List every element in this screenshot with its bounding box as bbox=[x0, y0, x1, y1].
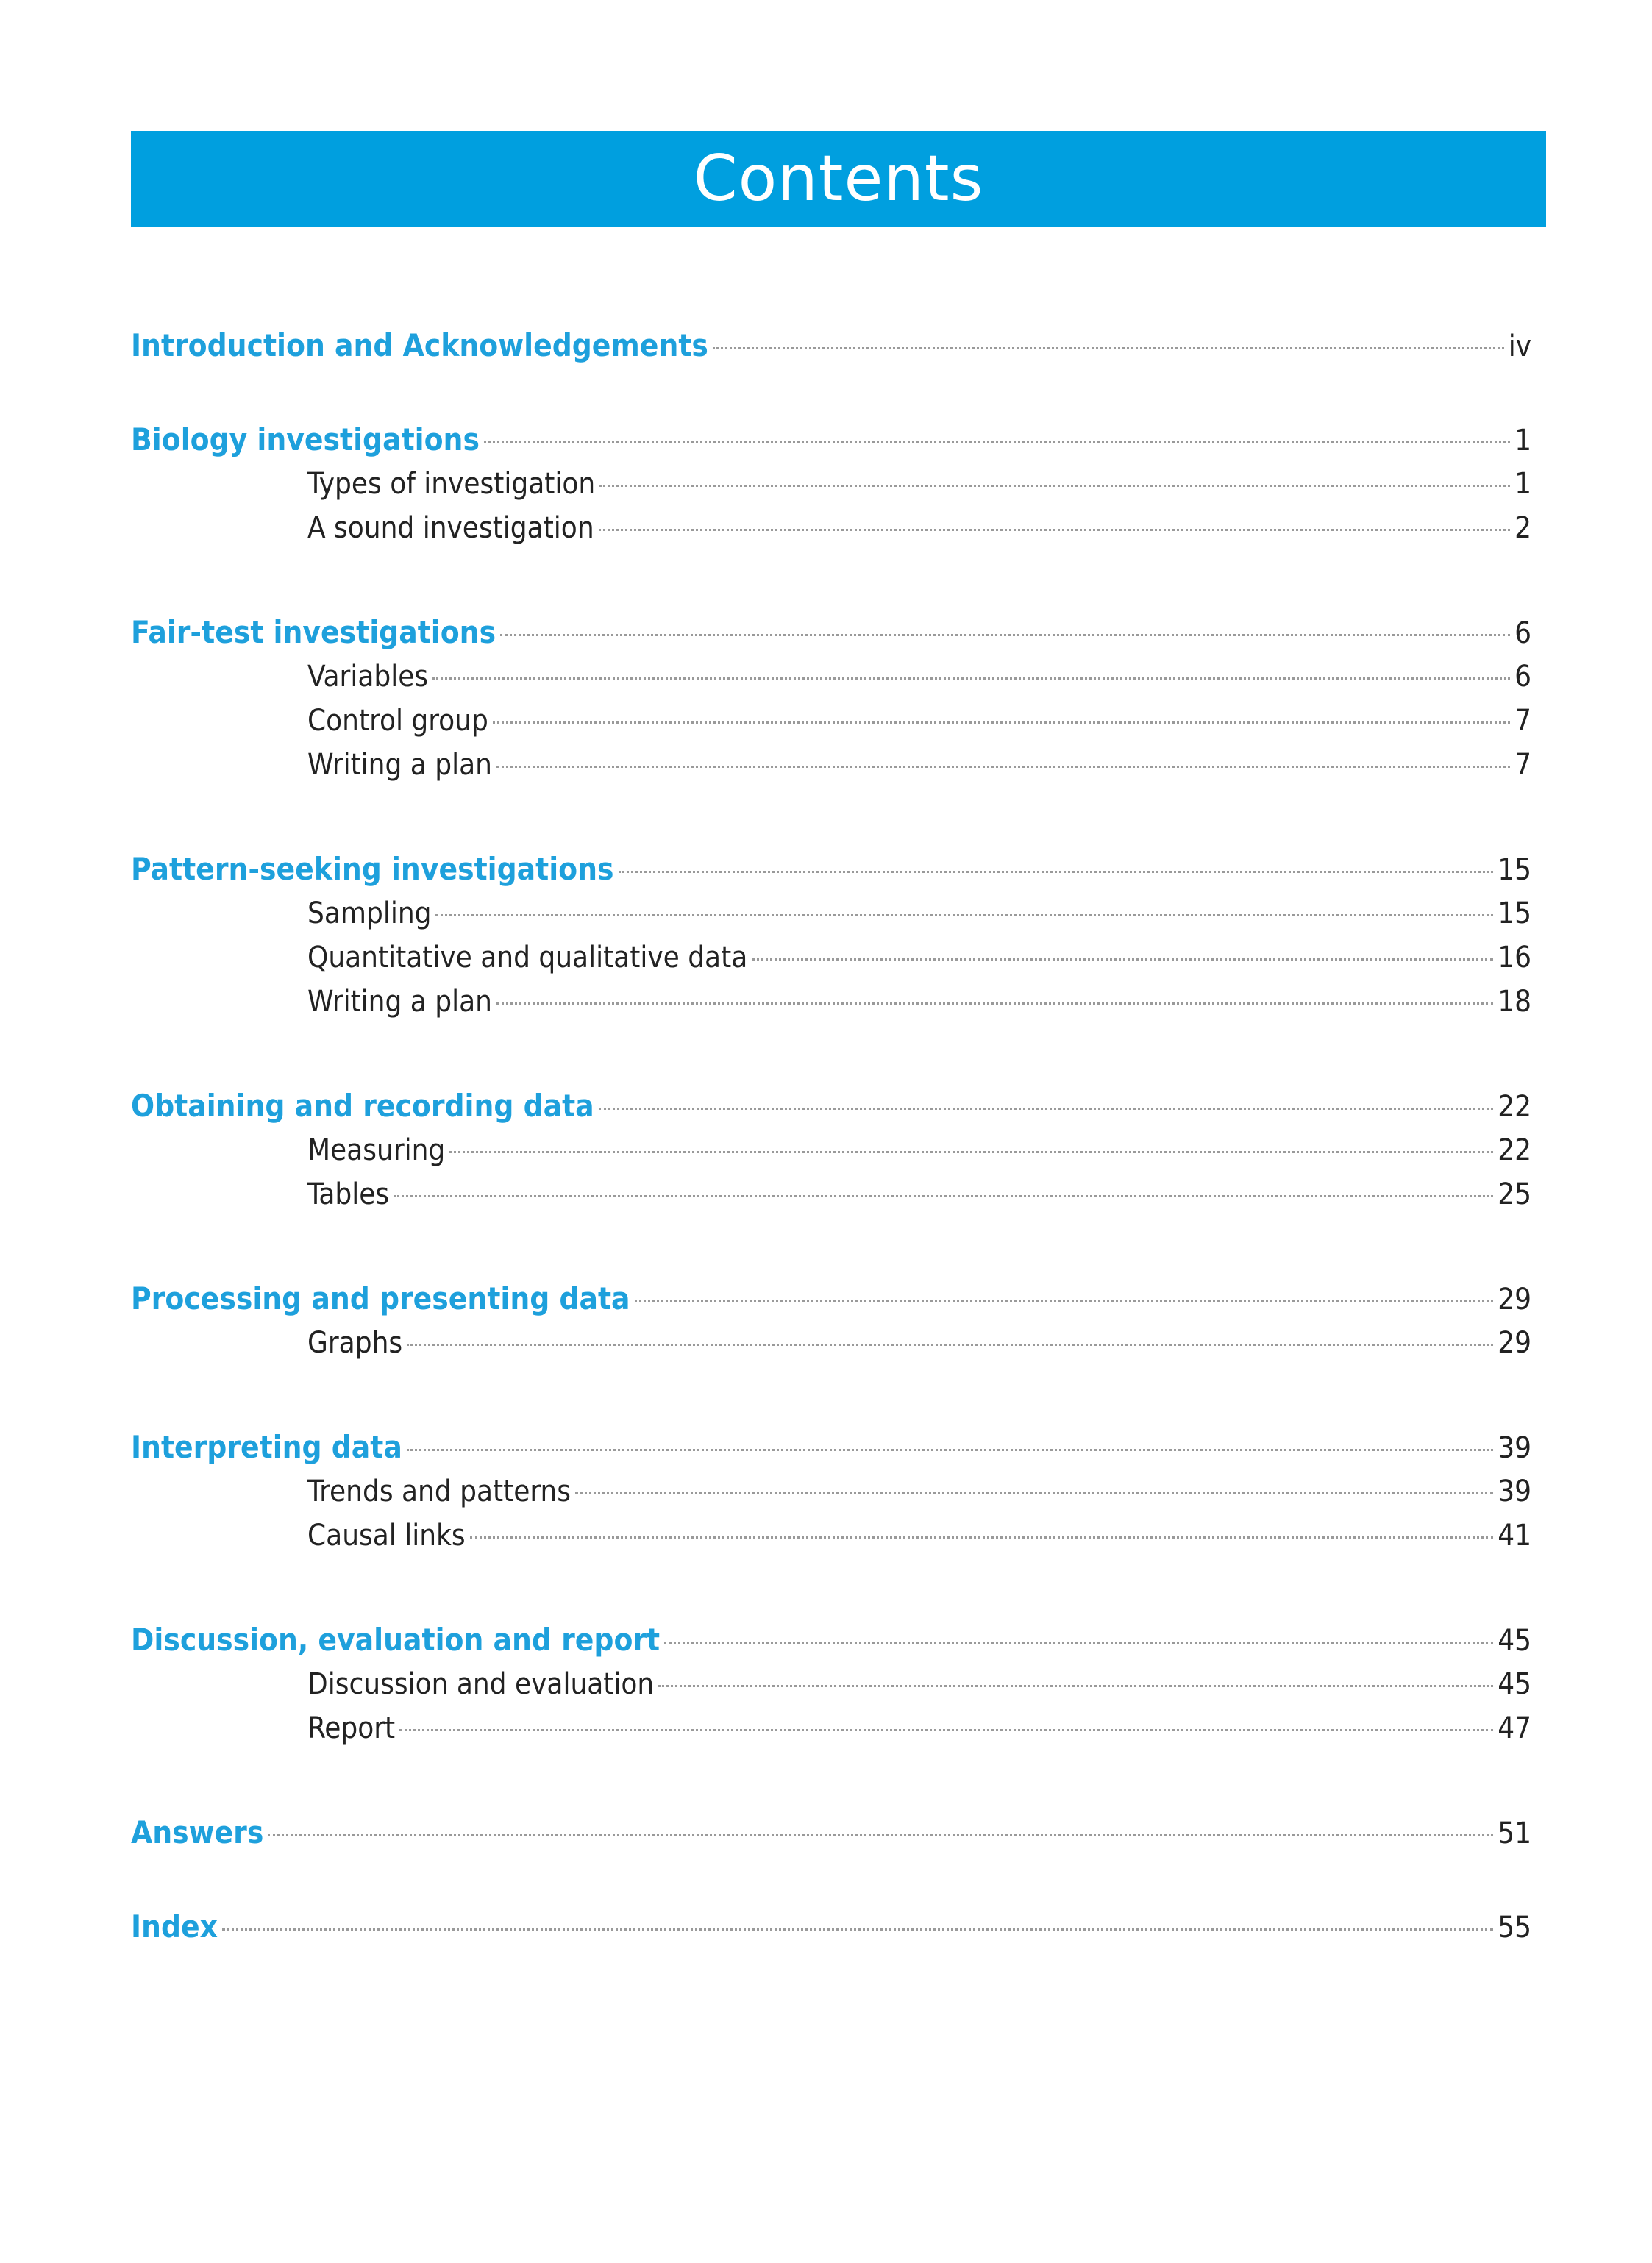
toc-chapter-page-number: 55 bbox=[1498, 1911, 1531, 1945]
toc-chapter[interactable] bbox=[131, 1277, 1531, 1321]
toc-chapter-title: Interpreting data bbox=[131, 1429, 402, 1465]
dot-leader bbox=[407, 1449, 1493, 1451]
toc-subsection-page-number: 18 bbox=[1498, 985, 1531, 1019]
toc-subsection-title: Variables bbox=[307, 660, 429, 694]
toc-chapter-title: Processing and presenting data bbox=[131, 1280, 630, 1316]
dot-leader bbox=[752, 958, 1493, 961]
toc-section bbox=[131, 418, 1531, 550]
dot-leader bbox=[470, 1536, 1494, 1539]
dot-leader bbox=[493, 721, 1510, 724]
toc-subsection-title: Trends and patterns bbox=[307, 1475, 572, 1508]
dot-leader bbox=[496, 1002, 1493, 1005]
toc-subsection-page-number: 16 bbox=[1498, 941, 1531, 974]
toc-chapter-page-number: 6 bbox=[1514, 616, 1531, 650]
dot-leader bbox=[484, 441, 1510, 443]
toc-chapter-page-number: 29 bbox=[1498, 1283, 1531, 1316]
toc-subsection[interactable] bbox=[131, 1662, 1531, 1706]
dot-leader bbox=[713, 347, 1504, 349]
dot-leader bbox=[496, 766, 1510, 768]
dot-leader bbox=[407, 1344, 1493, 1346]
dot-leader bbox=[268, 1834, 1493, 1836]
toc-subsection[interactable] bbox=[131, 655, 1531, 699]
toc-subsection-page-number: 15 bbox=[1498, 897, 1531, 930]
toc-chapter-title: Pattern-seeking investigations bbox=[131, 851, 614, 887]
dot-leader bbox=[449, 1151, 1493, 1153]
toc-subsection-title: A sound investigation bbox=[307, 511, 594, 545]
toc-subsection[interactable] bbox=[131, 1321, 1531, 1365]
toc-subsection[interactable] bbox=[131, 462, 1531, 506]
toc-subsection-title: Sampling bbox=[307, 897, 432, 930]
toc-section bbox=[131, 1618, 1531, 1750]
toc-chapter-title: Answers bbox=[131, 1814, 264, 1850]
dot-leader bbox=[394, 1195, 1493, 1197]
toc-chapter-title: Introduction and Acknowledgements bbox=[131, 327, 708, 363]
toc-subsection-title: Graphs bbox=[307, 1326, 403, 1360]
toc-subsection[interactable] bbox=[131, 1706, 1531, 1750]
toc-subsection-page-number: 2 bbox=[1514, 511, 1531, 545]
toc-chapter-title: Obtaining and recording data bbox=[131, 1088, 594, 1124]
toc-section bbox=[131, 847, 1531, 1024]
toc-subsection-title: Discussion and evaluation bbox=[307, 1667, 655, 1701]
dot-leader bbox=[500, 634, 1510, 636]
dot-leader bbox=[432, 677, 1510, 680]
toc-chapter[interactable] bbox=[131, 1425, 1531, 1469]
dot-leader bbox=[399, 1729, 1493, 1731]
toc-section bbox=[131, 610, 1531, 787]
dot-leader bbox=[664, 1642, 1493, 1644]
toc-chapter[interactable] bbox=[131, 1084, 1531, 1128]
toc-chapter-page-number: 22 bbox=[1498, 1090, 1531, 1124]
toc-chapter[interactable] bbox=[131, 1618, 1531, 1662]
toc-subsection-page-number: 47 bbox=[1498, 1711, 1531, 1745]
toc-chapter[interactable] bbox=[131, 1811, 1531, 1855]
toc-subsection-page-number: 22 bbox=[1498, 1133, 1531, 1167]
toc-section bbox=[131, 1425, 1531, 1558]
toc-chapter-page-number: 1 bbox=[1514, 424, 1531, 457]
toc-subsection-title: Control group bbox=[307, 704, 488, 738]
toc-chapter-page-number: 39 bbox=[1498, 1431, 1531, 1465]
table-of-contents bbox=[131, 324, 1531, 1999]
toc-subsection-title: Quantitative and qualitative data bbox=[307, 941, 748, 974]
toc-subsection-page-number: 29 bbox=[1498, 1326, 1531, 1360]
toc-chapter-page-number: 51 bbox=[1498, 1817, 1531, 1850]
toc-subsection-page-number: 1 bbox=[1514, 467, 1531, 501]
toc-chapter-page-number: 45 bbox=[1498, 1624, 1531, 1658]
toc-subsection-title: Writing a plan bbox=[307, 748, 492, 782]
page-title: Contents bbox=[693, 142, 984, 215]
toc-subsection[interactable] bbox=[131, 1172, 1531, 1216]
toc-subsection[interactable] bbox=[131, 936, 1531, 980]
toc-subsection-page-number: 39 bbox=[1498, 1475, 1531, 1508]
toc-chapter-title: Biology investigations bbox=[131, 421, 480, 457]
dot-leader bbox=[222, 1928, 1493, 1931]
toc-subsection[interactable] bbox=[131, 1469, 1531, 1514]
toc-subsection-page-number: 25 bbox=[1498, 1177, 1531, 1211]
dot-leader bbox=[599, 529, 1510, 531]
toc-subsection-page-number: 6 bbox=[1514, 660, 1531, 694]
toc-chapter[interactable] bbox=[131, 418, 1531, 462]
dot-leader bbox=[599, 1108, 1494, 1110]
toc-chapter[interactable] bbox=[131, 610, 1531, 655]
toc-section bbox=[131, 324, 1531, 368]
contents-banner bbox=[131, 131, 1546, 227]
toc-subsection-page-number: 7 bbox=[1514, 748, 1531, 782]
toc-subsection[interactable] bbox=[131, 699, 1531, 743]
toc-section bbox=[131, 1277, 1531, 1365]
toc-section bbox=[131, 1084, 1531, 1216]
toc-subsection-title: Types of investigation bbox=[307, 467, 596, 501]
toc-subsection-title: Writing a plan bbox=[307, 985, 492, 1019]
toc-subsection-page-number: 41 bbox=[1498, 1519, 1531, 1553]
toc-subsection[interactable] bbox=[131, 1514, 1531, 1558]
dot-leader bbox=[658, 1685, 1493, 1687]
toc-chapter-title: Fair-test investigations bbox=[131, 614, 496, 650]
toc-subsection[interactable] bbox=[131, 1128, 1531, 1172]
toc-subsection[interactable] bbox=[131, 980, 1531, 1024]
toc-subsection-title: Measuring bbox=[307, 1133, 446, 1167]
toc-subsection-page-number: 7 bbox=[1514, 704, 1531, 738]
toc-subsection[interactable] bbox=[131, 891, 1531, 936]
toc-section bbox=[131, 1811, 1531, 1855]
toc-chapter[interactable] bbox=[131, 324, 1531, 368]
dot-leader bbox=[599, 485, 1510, 487]
toc-chapter-page-number: iv bbox=[1508, 329, 1531, 363]
dot-leader bbox=[635, 1300, 1494, 1302]
toc-subsection-page-number: 45 bbox=[1498, 1667, 1531, 1701]
toc-subsection[interactable] bbox=[131, 506, 1531, 550]
toc-section bbox=[131, 1905, 1531, 1949]
toc-chapter[interactable] bbox=[131, 1905, 1531, 1949]
toc-subsection-title: Report bbox=[307, 1711, 396, 1745]
dot-leader bbox=[575, 1492, 1493, 1494]
toc-subsection[interactable] bbox=[131, 743, 1531, 787]
toc-chapter[interactable] bbox=[131, 847, 1531, 891]
dot-leader bbox=[435, 914, 1493, 916]
toc-chapter-page-number: 15 bbox=[1498, 853, 1531, 887]
toc-subsection-title: Causal links bbox=[307, 1519, 466, 1553]
toc-chapter-title: Index bbox=[131, 1909, 218, 1945]
dot-leader bbox=[619, 871, 1494, 873]
toc-chapter-title: Discussion, evaluation and report bbox=[131, 1622, 661, 1658]
toc-subsection-title: Tables bbox=[307, 1177, 390, 1211]
